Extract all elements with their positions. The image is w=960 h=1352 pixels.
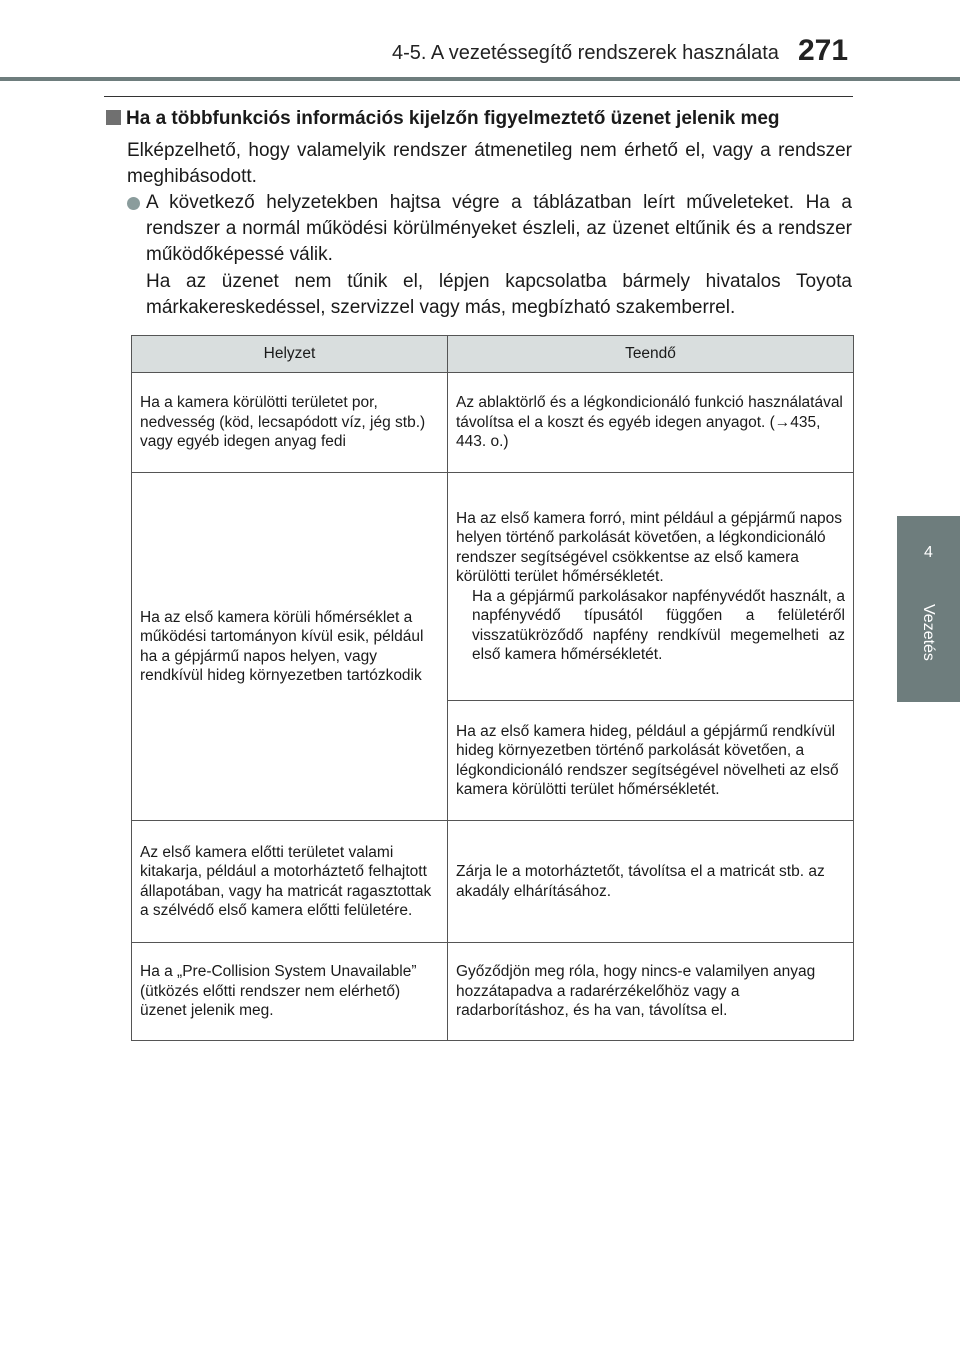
section-heading-text: Ha a többfunkciós információs kijelzőn figyelmeztető üzenet jelenik meg xyxy=(126,108,780,129)
action-cell: Ha az első kamera hideg, például a gépjármű rendkívül hideg környezetben történő parkolását követően, a légkondicionáló rendszer segítségével növelheti az első kamera körülötti terület hőmérsékletét. xyxy=(448,701,854,821)
situation-cell: Ha a kamera körülötti területet por, nedvesség (köd, lecsapódott víz, jég stb.) vagy egyéb idegen anyag fedi xyxy=(132,373,448,473)
action-cell: Zárja le a motorháztetőt, távolítsa el a matricát stb. az akadály elhárításához. xyxy=(448,821,854,943)
chapter-label: Vezetés xyxy=(920,604,937,661)
action-cell xyxy=(448,473,854,701)
action-cell: Győződjön meg róla, hogy nincs-e valamilyen anyag hozzátapadva a radarérzékelőhöz vagy a radarborításhoz, és ha van, távolítsa el. xyxy=(448,943,854,1041)
column-header-action: Teendő xyxy=(448,336,854,373)
bullet-followup-paragraph: Ha az üzenet nem tűnik el, lépjen kapcsolatba bármely hivatalos Toyota márkakereskedéssel, szervizzel vagy más, megbízható szakemberrel. xyxy=(146,271,852,318)
square-bullet-icon xyxy=(106,110,121,125)
situation-cell: Ha az első kamera körüli hőmérséklet a működési tartományon kívül esik, például ha a gépjármű napos helyen, vagy rendkívül hideg környezetben tartózkodik xyxy=(132,473,448,821)
section-heading xyxy=(106,108,866,130)
table-row xyxy=(132,473,854,701)
round-bullet-icon xyxy=(127,197,140,210)
intro-paragraph: Elképzelhető, hogy valamelyik rendszer átmenetileg nem érhető el, vagy a rendszer meghibásodott. xyxy=(127,140,852,187)
action-text: Ha az első kamera forró, mint például a gépjármű napos helyen történő parkolását követően, a légkondicionáló rendszer segítségével csökkentse az első kamera körülötti terület hőmérsékletét. xyxy=(456,509,842,585)
situation-cell: Ha a „Pre-Collision System Unavailable” (ütközés előtti rendszer nem elérhető) üzenet jelenik meg. xyxy=(132,943,448,1041)
chapter-title: 4-5. A vezetéssegítő rendszerek használata xyxy=(392,42,779,64)
column-header-situation: Helyzet xyxy=(132,336,448,373)
bullet-paragraph: A következő helyzetekben hajtsa végre a táblázatban leírt műveleteket. Ha a rendszer a normál működési körülményeket észleli, az üzenet eltűnik és a rendszer működőképessé válik. xyxy=(146,192,852,265)
chapter-number: 4 xyxy=(924,544,933,561)
table-row xyxy=(132,943,854,1041)
header-divider xyxy=(0,77,960,81)
table-row xyxy=(132,373,854,473)
section-divider xyxy=(104,96,853,97)
situation-cell: Az első kamera előtti területet valami kitakarja, például a motorháztető felhajtott állapotában, vagy ha matricát ragasztottak a szélvédő első kamera előtti felületére. xyxy=(132,821,448,943)
page-number: 271 xyxy=(798,34,849,67)
table-header-row xyxy=(132,336,854,373)
table-row xyxy=(132,821,854,943)
warning-actions-table xyxy=(131,335,854,1041)
action-note: Ha a gépjármű parkolásakor napfényvédőt használt, a napfényvédő típusától függően a felületéről visszatükröződő napfény rendkívül megemelheti az első kamera hőmérsékletét. xyxy=(472,587,845,663)
action-cell: Az ablaktörlő és a légkondicionáló funkció használatával távolítsa el a koszt és egyéb idegen anyagot. (→435, 443. o.) xyxy=(448,373,854,473)
